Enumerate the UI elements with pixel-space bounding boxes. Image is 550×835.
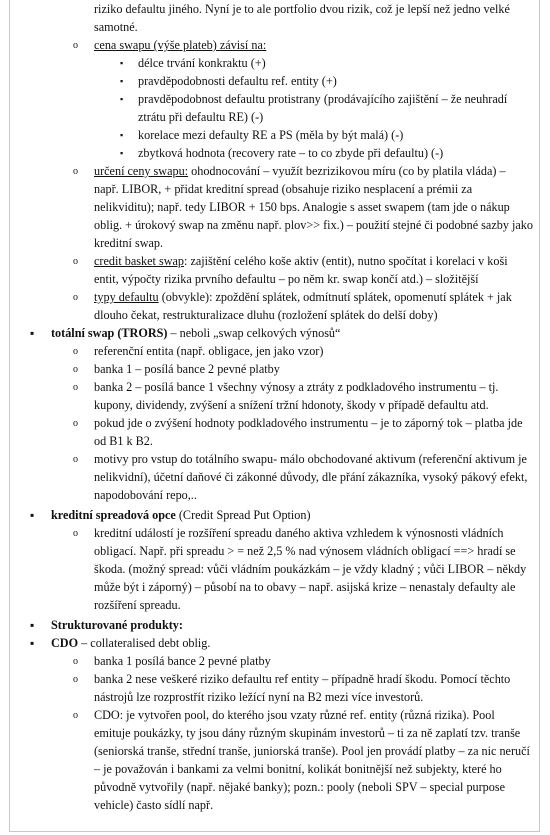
list-item — [10, 360, 539, 378]
item-text: banka 2 – posílá bance 1 všechny výnosy a ztráty z podkladového instrumentu – tj. kupony, dividendy, zvýšení a snížení tržní hdonoty, škody v případě defaultu atd. — [94, 380, 499, 412]
circle-bullet-icon: o — [73, 710, 78, 721]
square-bullet-icon: ▪ — [30, 508, 35, 522]
item-text: referenční entita (např. obligace, jen jako vzor) — [94, 344, 324, 358]
circle-bullet-icon: o — [73, 364, 78, 375]
list-item-cena — [10, 36, 539, 54]
square-bullet-icon: ▪ — [120, 94, 124, 104]
list-item — [10, 706, 539, 814]
sublist-text: pravděpodobnosti defaultu ref. entity (+) — [138, 74, 337, 88]
circle-bullet-icon: o — [73, 256, 78, 267]
section-cdo — [10, 634, 539, 652]
circle-bullet-icon: o — [73, 166, 78, 177]
item-text: kreditní událostí je rozšíření spreadu daného aktiva vzhledem k výnosnosti vládních obligací. Např. při spreadu > = než 2,5 % nad výnosem vládních obligací ==> hradí se škoda. (možný spread: vůči vládním poukázkám – je vždy kladný ; vůči LIBOR – někdy může být i záporný) – působí na to obavy – např. asijská krize – nenastaly defaulty ale rozšíření spreadu. — [94, 526, 527, 612]
sublist-text: pravděpodobnost defaultu protistrany (prodávajícího zajištění – že neuhradí ztrátu při defaultu RE) (-) — [138, 92, 508, 124]
list-item-typy — [10, 288, 539, 324]
item-text: CDO: je vytvořen pool, do kterého jsou vzaty různé ref. entity (různá rizika). Pool emituje poukázky, ty jsou dány různým skupinám investorů – ti za ně zaplatí tzv. tranše (seniorská tranše, střední tranše, juniorská tranše). Pool jen provádí platby – za nic neručí – je považován i bankami za velmi bonitní, kolikát bonitnější než subjekty, které ho původně vytvořily (např. nějaké banky); pozn.: pooly (neboli SPV – special purpose vehicle) často sídlí např. — [94, 708, 530, 812]
list-item-urceni — [10, 162, 539, 252]
sublist-item — [10, 90, 539, 126]
sublist-text: délce trvání konkraktu (+) — [138, 56, 266, 70]
circle-bullet-icon: o — [73, 418, 78, 429]
circle-bullet-icon: o — [73, 292, 78, 303]
square-bullet-icon: ▪ — [120, 76, 124, 86]
square-bullet-icon: ▪ — [30, 618, 35, 632]
sublist-item — [10, 144, 539, 162]
list-item — [10, 414, 539, 450]
item-text: motivy pro vstup do totálního swapu- málo obchodované aktivum (referenční aktivum je nelikvidní), účetní daňové či zákonné důvody, dle přání zákazníka, vysoký pákový efekt, napodobování repo,.. — [94, 452, 528, 502]
section-title: Strukturované produkty: — [51, 618, 183, 632]
list-item — [10, 342, 539, 360]
term-typy-defaultu: typy defaultu — [94, 290, 159, 304]
document-content — [10, 0, 539, 814]
circle-bullet-icon: o — [73, 656, 78, 667]
sublist-text: korelace mezi defaulty RE a PS (měla by být malá) (-) — [138, 128, 404, 142]
circle-bullet-icon: o — [73, 674, 78, 685]
item-text: (obvykle): zpoždění splátek, odmítnutí splátek, opomenutí splátek + jak dlouho čekat, restrukturalizace dluhu (rozložení splátek do delší doby) — [94, 290, 512, 322]
sublist-item — [10, 126, 539, 144]
section-subtitle: – collateralised debt oblig. — [78, 636, 211, 650]
section-title: totální swap (TRORS) — [51, 326, 168, 340]
item-text: banka 1 – posílá bance 2 pevné platby — [94, 362, 280, 376]
item-text: banka 1 posílá bance 2 pevné platby — [94, 654, 271, 668]
square-bullet-icon: ▪ — [120, 58, 124, 68]
square-bullet-icon: ▪ — [120, 130, 124, 140]
list-item — [10, 524, 539, 614]
section-spread-option — [10, 506, 539, 524]
circle-bullet-icon: o — [73, 382, 78, 393]
circle-bullet-icon: o — [73, 528, 78, 539]
square-bullet-icon: ▪ — [30, 636, 35, 650]
term-urceni-ceny: určení ceny swapu: — [94, 164, 189, 178]
list-item — [10, 670, 539, 706]
list-item-basket — [10, 252, 539, 288]
term-cena-swapu: cena swapu (výše plateb) závisí na: — [94, 38, 267, 52]
item-text: : zajištění celého koše aktiv (entit), nutno spočítat i korelaci v koši entit, výpočty rizika prvního defaultu – po něm kr. swap končí atd.) – složitější — [94, 254, 508, 286]
list-item — [10, 378, 539, 414]
section-subtitle: – neboli „swap celkových výnosů“ — [167, 326, 341, 340]
circle-bullet-icon: o — [73, 346, 78, 357]
term-credit-basket-swap: credit basket swap — [94, 254, 185, 268]
sublist-text: zbytková hodnota (recovery rate – to co zbyde při defaultu) (-) — [138, 146, 444, 160]
section-title: kreditní spreadová opce — [51, 508, 176, 522]
item-text: ohodnocování – využít bezrizikovou míru (co by platila vláda) – např. LIBOR, + přidat kreditní spread (obsahuje riziko nesplacení a prémii za nelikviditu); např. tedy LIBOR + 150 bps. Analogie s asset swapem (tam jde o nákup oblig. + úrokový swap na změnu např. plov>> fix.) – použití stejné či podobné sazby jako kreditní swap. — [94, 164, 533, 250]
section-trors — [10, 324, 539, 342]
item-text: banka 2 nese veškeré riziko defaultu ref entity – případně hradí škodu. Pomocí těchto nástrojů lze rozprostřít riziko ležící nyní na B2 mezi více investorů. — [94, 672, 511, 704]
list-item — [10, 652, 539, 670]
item-text: pokud jde o zvýšení hodnoty podkladového instrumentu – je to záporný tok – platba jde od B1 k B2. — [94, 416, 523, 448]
square-bullet-icon: ▪ — [120, 148, 124, 158]
sublist-item — [10, 72, 539, 90]
square-bullet-icon: ▪ — [30, 326, 35, 340]
continued-paragraph: riziko defaultu jiného. Nyní je to ale portfolio dvou rizik, což je lepší než jedno velké samotné. — [94, 2, 510, 34]
list-item — [10, 450, 539, 504]
sublist-item — [10, 54, 539, 72]
section-title: CDO — [51, 636, 79, 650]
document-page — [9, 0, 540, 832]
section-subtitle: (Credit Spread Put Option) — [175, 508, 311, 522]
circle-bullet-icon: o — [73, 454, 78, 465]
section-structured-products — [10, 616, 539, 634]
circle-bullet-icon: o — [73, 40, 78, 51]
